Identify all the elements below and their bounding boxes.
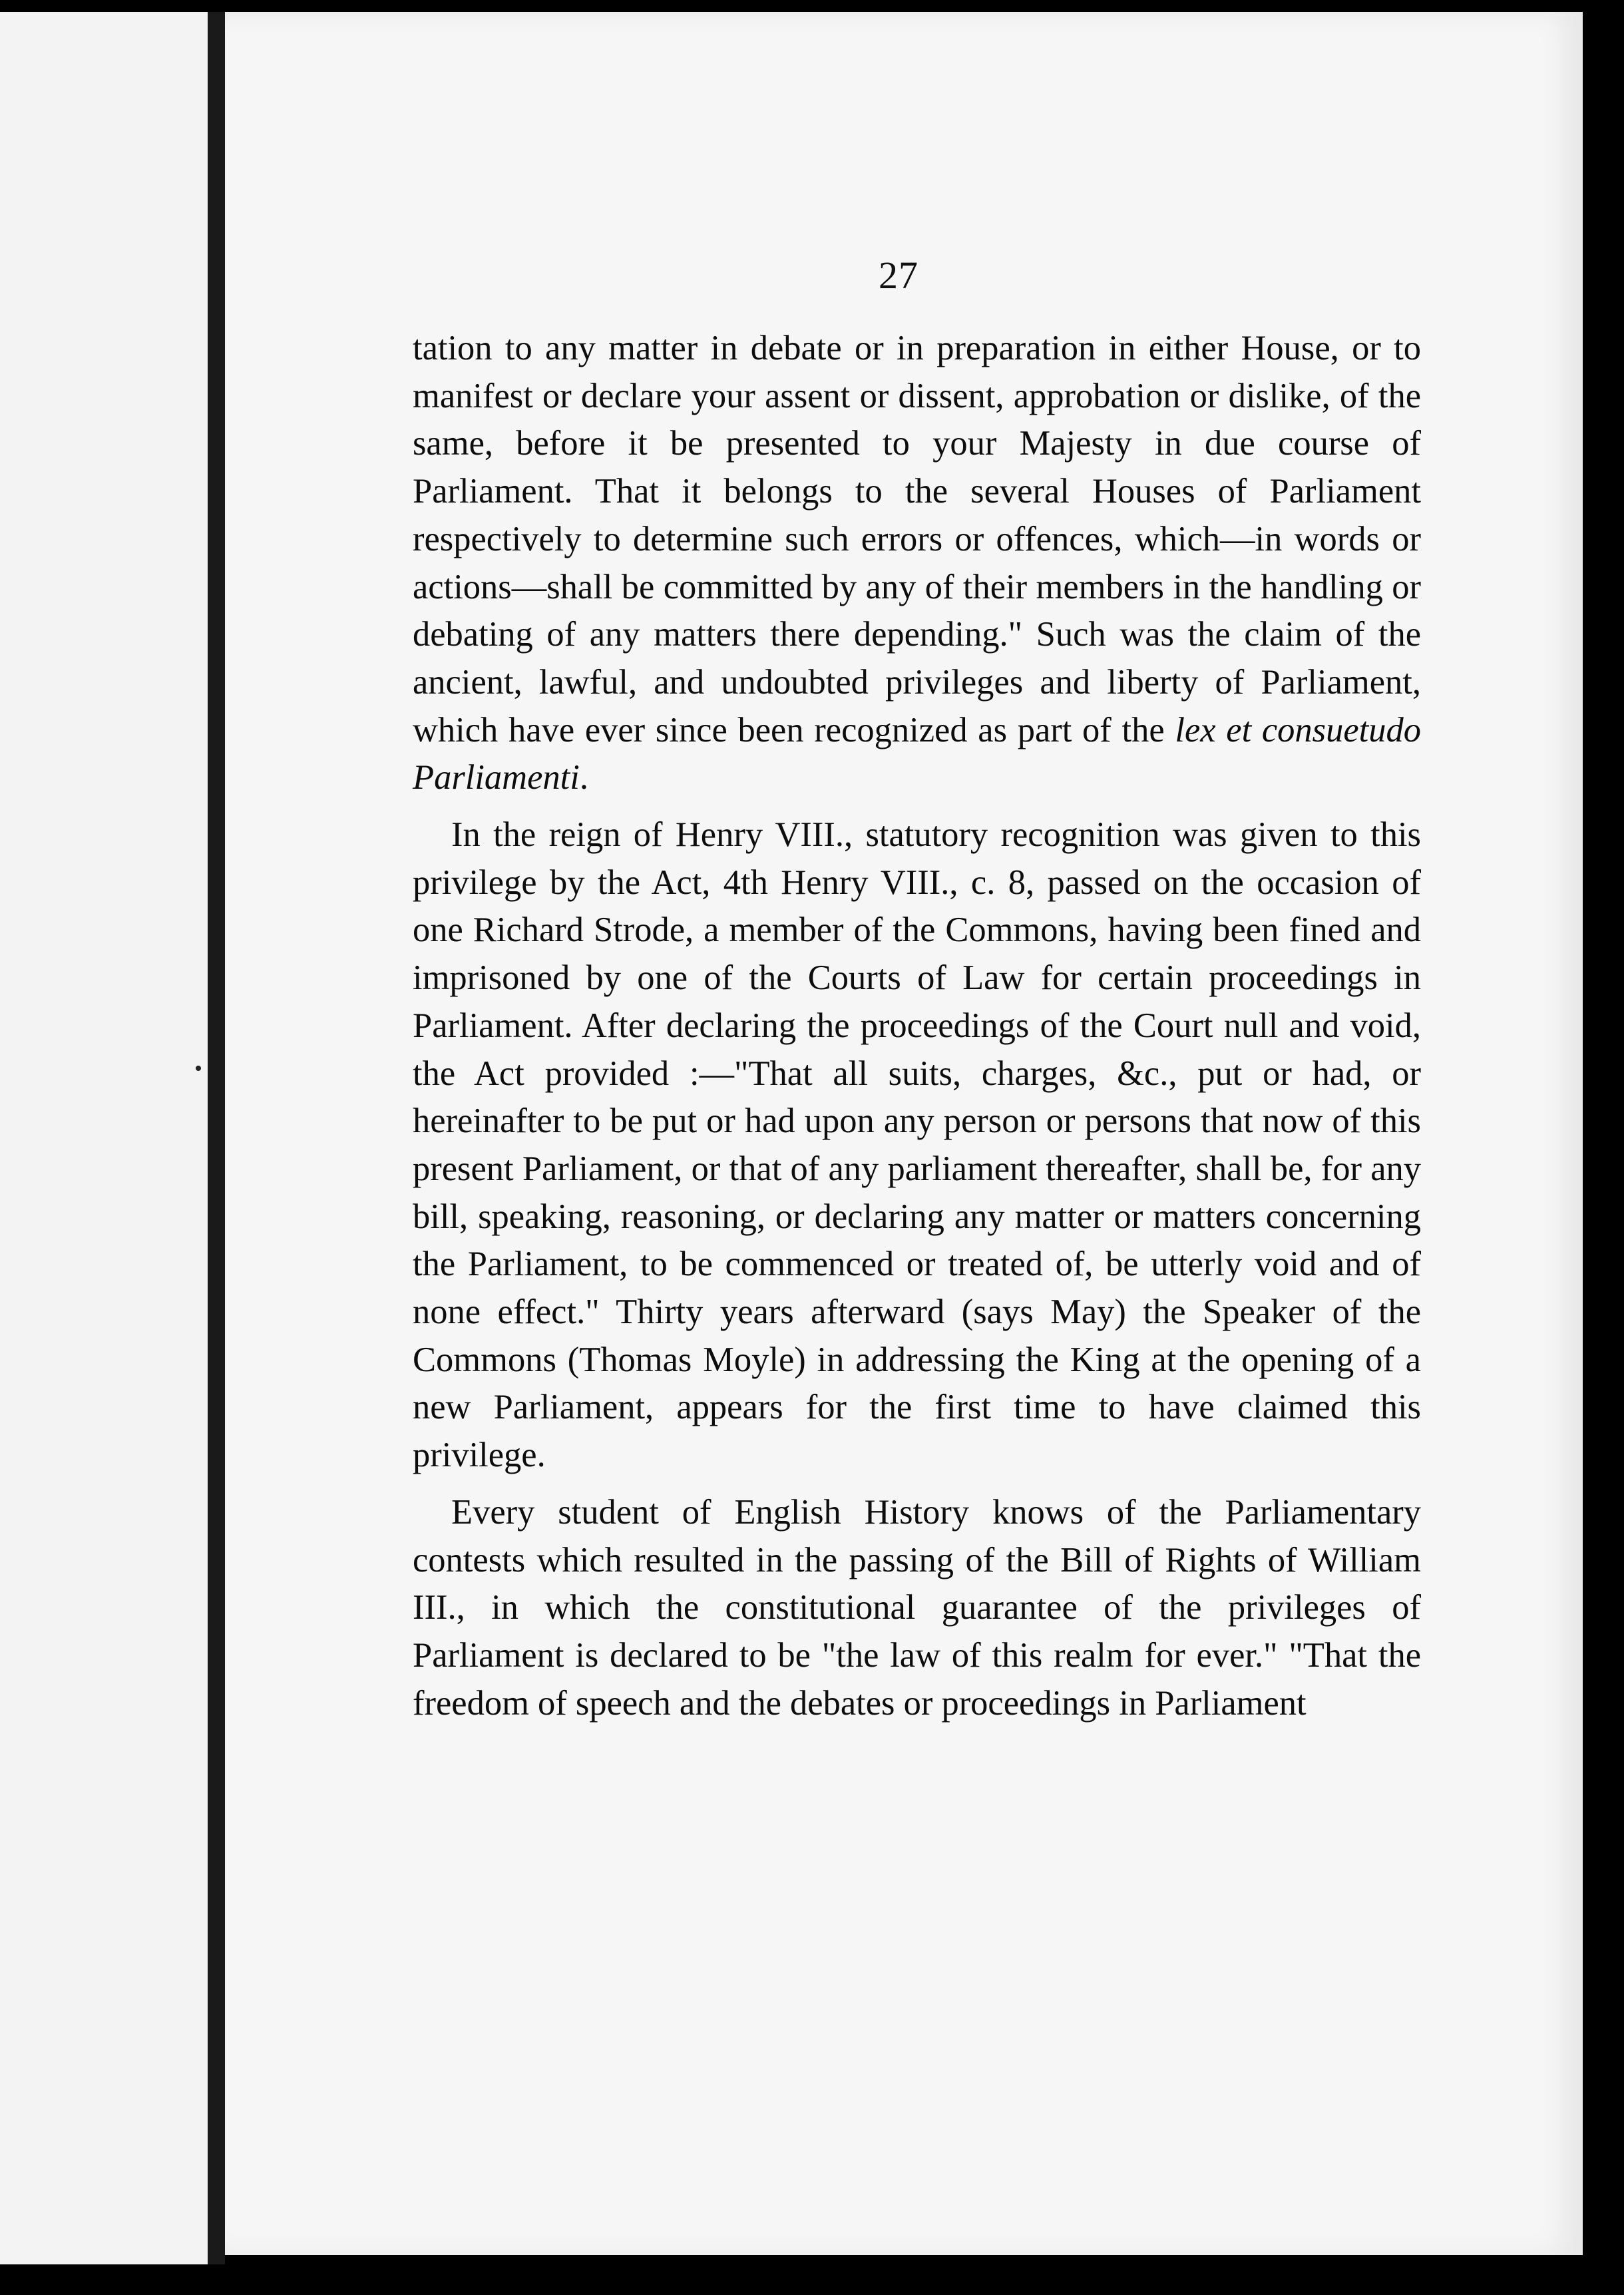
- paragraph-1: [413, 325, 1421, 802]
- page-number: 27: [879, 254, 918, 297]
- paragraph-2: In the reign of Henry VIII., statutory recognition was given to this privilege by the Act, 4th Henry VIII., c. 8, passed on the occasion of one Richard Strode, a member of the Commons, having been fined and imprisoned by one of the Courts of Law for certain proceedings in Parliament. After declaring the proceedings of the Court null and void, the Act provided :—"That all suits, charges, &c., put or had, or hereinafter to be put or had upon any person or persons that now of this present Parliament, or that of any parliament thereafter, shall be, for any bill, speaking, reasoning, or declaring any matter or matters concerning the Parliament, to be commenced or treated of, be utterly void and of none effect." Thirty years afterward (says May) the Speaker of the Commons (Thomas Moyle) in addressing the King at the opening of a new Parliament, appears for the first time to have claimed this privilege.: [413, 815, 1421, 1475]
- latin-phrase: lex et consuetudo Parliamenti: [413, 710, 1421, 797]
- binding-mark: [196, 1066, 201, 1071]
- paragraph-1-text: tation to any matter in debate or in preparation in either House, or to manifest or declare your assent or dissent, approbation or dislike, of the same, before it be presented to your Majesty in due course of Parliament. That it belongs to the several Houses of Parliament respectively to determine such errors or offences, which—in words or actions—shall be committed by any of their members in the handling or debating of any matters there depending." Such was the claim of the ancient, lawful, and undoubted privileges and liberty of Parliament, which have ever since been recognized as part of the: [413, 329, 1421, 749]
- book-gutter: [208, 12, 225, 2264]
- paragraph-3: Every student of English History knows of the Parliamentary contests which resulted in the passing of the Bill of Rights of William III., in which the constitutional guarantee of the privileges of Parliament is declared to be "the law of this realm for ever." "That the freedom of speech and the debates or proceedings in Parliament: [413, 1492, 1421, 1723]
- facing-page: [0, 12, 208, 2264]
- body-text: [413, 325, 1421, 1727]
- paragraph-1-end: .: [579, 758, 588, 797]
